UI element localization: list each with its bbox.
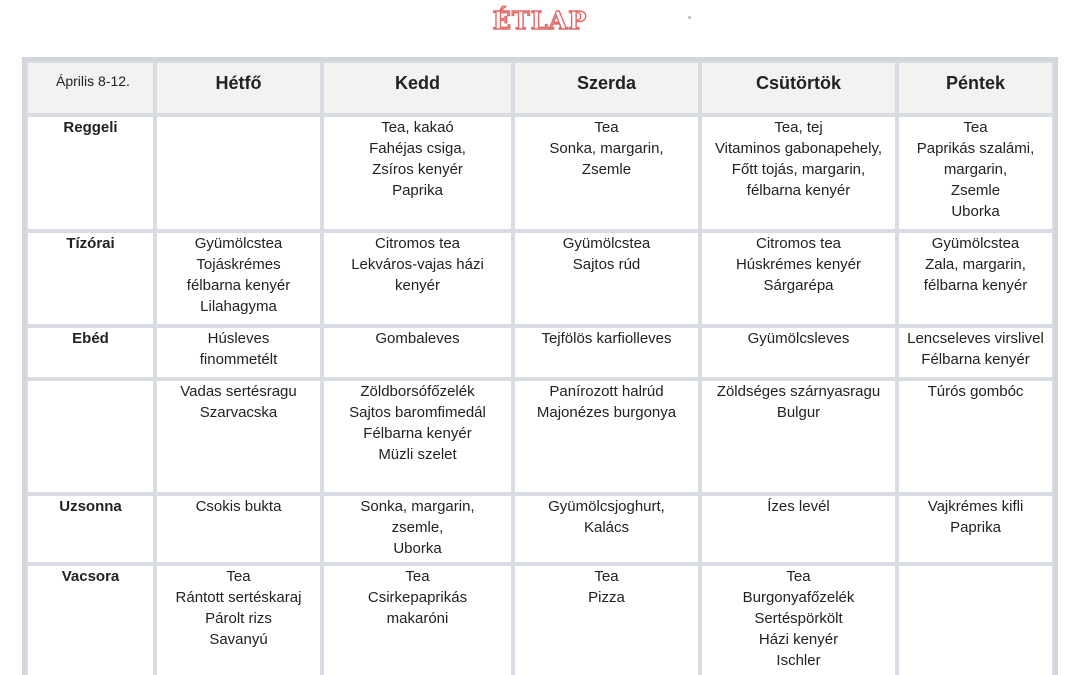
menu-cell-friday — [897, 564, 1054, 675]
menu-item: finommetélt — [199, 351, 278, 368]
menu-item: Tea — [786, 568, 811, 585]
menu-cell-tuesday — [322, 494, 513, 564]
menu-item: margarin, — [943, 161, 1008, 178]
day-header-monday: Hétfő — [155, 61, 322, 115]
menu-item: Sárgarépa — [763, 277, 834, 294]
menu-cell-monday — [155, 231, 322, 326]
menu-item: Szarvacska — [199, 404, 278, 421]
menu-item: Zsemle — [950, 182, 1001, 199]
menu-row-lunch-soup — [26, 326, 1054, 379]
menu-item: Félbarna kenyér — [921, 351, 1030, 368]
menu-item: Sajtos rúd — [572, 256, 641, 273]
menu-item: Tojáskrémes — [196, 256, 281, 273]
menu-item: Citromos tea — [755, 235, 842, 252]
menu-item: Majonézes burgonya — [536, 404, 677, 421]
menu-row-snack-afternoon — [26, 494, 1054, 564]
menu-item: Vitaminos gabonapehely, — [714, 140, 883, 157]
menu-cell-friday — [897, 326, 1054, 379]
menu-item: Sertéspörkölt — [754, 610, 843, 627]
menu-item: Gyümölcstea — [931, 235, 1020, 252]
menu-item: Házi kenyér — [758, 631, 839, 648]
menu-item: Tea — [226, 568, 251, 585]
menu-item: Savanyú — [209, 631, 268, 648]
menu-cell-friday — [897, 379, 1054, 494]
menu-cell-wednesday — [513, 115, 700, 231]
menu-cell-monday — [155, 564, 322, 675]
menu-item: Paprika — [950, 519, 1001, 536]
menu-row-breakfast — [26, 115, 1054, 231]
menu-item: Burgonyafőzelék — [742, 589, 855, 606]
menu-item: Zöldséges szárnyasragu — [716, 383, 881, 400]
menu-cell-thursday — [700, 564, 897, 675]
menu-item: Félbarna kenyér — [363, 425, 472, 442]
menu-item: Sajtos baromfimedál — [349, 404, 486, 421]
menu-item: Rántott sertéskaraj — [175, 589, 302, 606]
menu-item: Gombaleves — [375, 330, 460, 347]
menu-item: Sonka, margarin, — [549, 140, 664, 157]
menu-item: Tea — [963, 119, 988, 136]
menu-cell-wednesday — [513, 564, 700, 675]
menu-item: Főtt tojás, margarin, — [731, 161, 866, 178]
menu-item: Tea, kakaó — [381, 119, 454, 136]
menu-item: Zöldborsófőzelék — [360, 383, 475, 400]
menu-item: zsemle, — [391, 519, 444, 536]
menu-item: Paprika — [392, 182, 443, 199]
menu-item: Tea — [594, 119, 619, 136]
menu-item: Tea — [594, 568, 619, 585]
menu-item: Citromos tea — [374, 235, 461, 252]
menu-item: Vajkrémes kifli — [927, 498, 1024, 515]
menu-cell-friday — [897, 115, 1054, 231]
header-row — [26, 61, 1054, 115]
menu-item: Húskrémes kenyér — [735, 256, 862, 273]
menu-item: Zsemle — [581, 161, 632, 178]
menu-cell-wednesday — [513, 231, 700, 326]
menu-item: Fahéjas csiga, — [369, 140, 466, 157]
meal-label — [26, 379, 155, 494]
meal-label: Vacsora — [26, 564, 155, 675]
menu-item: Ischler — [776, 652, 821, 669]
menu-cell-friday — [897, 494, 1054, 564]
menu-cell-tuesday — [322, 379, 513, 494]
menu-item: makaróni — [386, 610, 449, 627]
menu-cell-tuesday — [322, 115, 513, 231]
menu-item: Bulgur — [776, 404, 821, 421]
menu-item: Húsleves — [207, 330, 270, 347]
menu-cell-wednesday — [513, 379, 700, 494]
menu-cell-monday — [155, 326, 322, 379]
menu-item: Gyümölcsjoghurt, — [548, 498, 665, 515]
menu-item: Paprikás szalámi, — [916, 140, 1035, 157]
menu-cell-wednesday — [513, 494, 700, 564]
menu-cell-tuesday — [322, 231, 513, 326]
menu-item: Csirkepaprikás — [367, 589, 468, 606]
menu-cell-thursday — [700, 379, 897, 494]
menu-row-dinner — [26, 564, 1054, 675]
menu-item: Sonka, margarin, — [360, 498, 475, 515]
meal-label: Ebéd — [26, 326, 155, 379]
menu-item: Párolt rizs — [205, 610, 272, 627]
menu-item: Ízes levél — [767, 498, 830, 515]
menu-item: Tea — [405, 568, 430, 585]
menu-item: Lekváros-vajas házi — [351, 256, 484, 273]
menu-cell-tuesday — [322, 326, 513, 379]
speck-dot — [688, 16, 691, 19]
menu-item: félbarna kenyér — [186, 277, 291, 294]
menu-item: Lilahagyma — [200, 298, 277, 315]
date-range: Április 8-12. — [26, 61, 155, 115]
menu-item: Panírozott halrúd — [549, 383, 664, 400]
menu-item: Uborka — [393, 540, 442, 557]
menu-cell-monday — [155, 379, 322, 494]
menu-cell-friday — [897, 231, 1054, 326]
menu-row-lunch-main — [26, 379, 1054, 494]
menu-item: Uborka — [951, 203, 1000, 220]
menu-item: Zala, margarin, — [925, 256, 1026, 273]
menu-row-snack-morning — [26, 231, 1054, 326]
menu-cell-monday — [155, 494, 322, 564]
menu-table — [22, 57, 1058, 675]
day-header-tuesday: Kedd — [322, 61, 513, 115]
menu-item: Zsíros kenyér — [372, 161, 463, 178]
menu-item: Lencseleves virslivel — [907, 330, 1044, 347]
day-header-thursday: Csütörtök — [700, 61, 897, 115]
day-header-wednesday: Szerda — [513, 61, 700, 115]
menu-item: Pizza — [588, 589, 625, 606]
menu-cell-monday — [155, 115, 322, 231]
menu-item: félbarna kenyér — [746, 182, 851, 199]
menu-item: Müzli szelet — [378, 446, 457, 463]
menu-cell-thursday — [700, 231, 897, 326]
menu-cell-thursday — [700, 115, 897, 231]
meal-label: Reggeli — [26, 115, 155, 231]
menu-item: Gyümölcstea — [194, 235, 283, 252]
menu-cell-tuesday — [322, 564, 513, 675]
menu-item: Vadas sertésragu — [180, 383, 297, 400]
meal-label: Uzsonna — [26, 494, 155, 564]
menu-item: kenyér — [394, 277, 441, 294]
menu-item: Csokis bukta — [195, 498, 282, 515]
menu-item: Gyümölcstea — [562, 235, 651, 252]
menu-cell-thursday — [700, 494, 897, 564]
day-header-friday: Péntek — [897, 61, 1054, 115]
page-title: ÉTLAP — [492, 6, 588, 35]
menu-item: Tea, tej — [774, 119, 823, 136]
menu-cell-wednesday — [513, 326, 700, 379]
menu-item: Kalács — [583, 519, 630, 536]
menu-item: Gyümölcsleves — [747, 330, 850, 347]
menu-item: Túrós gombóc — [927, 383, 1024, 400]
menu-cell-thursday — [700, 326, 897, 379]
meal-label: Tízórai — [26, 231, 155, 326]
menu-item: Tejfölös karfiolleves — [541, 330, 672, 347]
menu-item: félbarna kenyér — [923, 277, 1028, 294]
